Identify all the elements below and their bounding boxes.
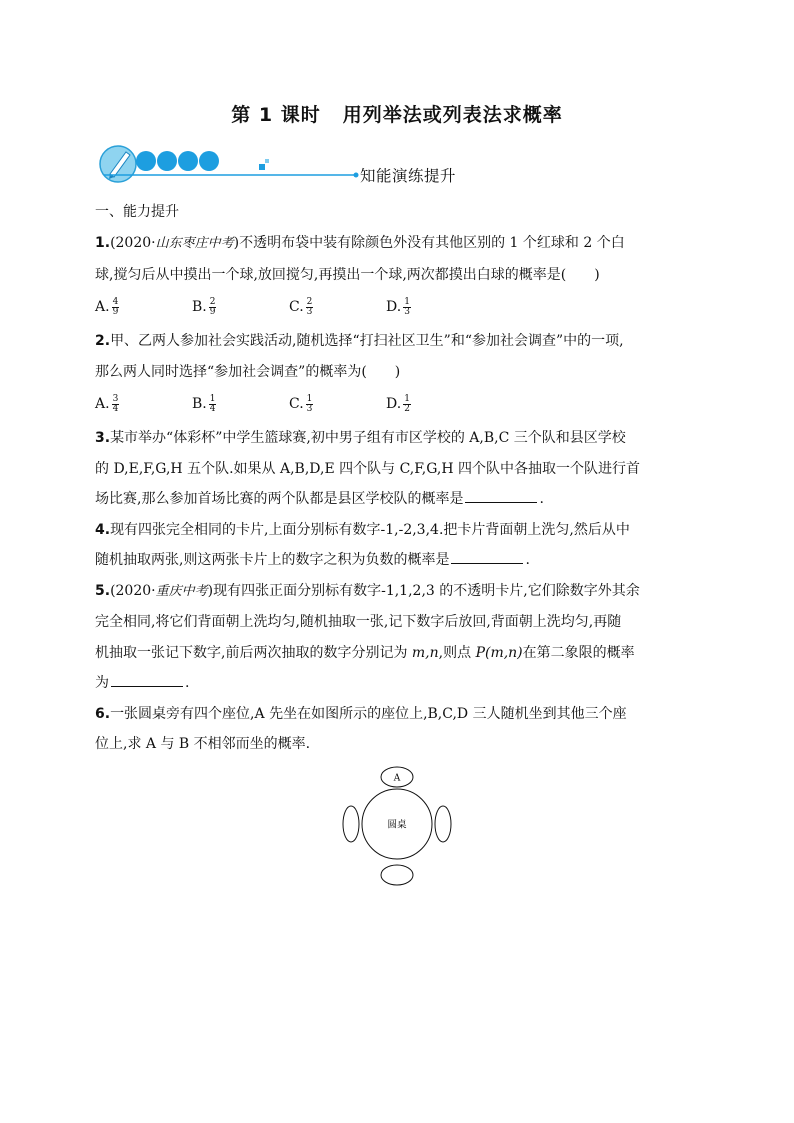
- point-p: P(m,n): [475, 644, 523, 661]
- section-heading: 一、能力提升: [95, 204, 179, 220]
- question-6: 6.一张圆桌旁有四个座位,A 先坐在如图所示的座位上,B,C,D 三人随机坐到其他三个座 位上,求 A 与 B 不相邻而坐的概率.: [95, 705, 627, 752]
- table-label: 圆桌: [387, 819, 407, 831]
- answer-blank[interactable]: [111, 672, 183, 687]
- variables-mn: m,n: [411, 644, 439, 661]
- option-d: D. $\frac{1}{3}$: [386, 296, 410, 317]
- question-number: 2.: [95, 333, 111, 349]
- dot-decoration-1: [136, 151, 156, 171]
- question-number: 4.: [95, 521, 111, 538]
- fraction: $\frac{1}{3}$: [404, 296, 410, 317]
- question-5: 5.(2020·重庆中考)现有四张正面分别标有数字-1,1,2,3 的不透明卡片,它们除数字外其余 完全相同,将它们背面朝上洗均匀,随机抽取一张,记下数字后放回,背面朝上洗均匀,再随 机抽取一张记下数字,前后两次抽取的数字分别记为 m,n,则点 P(m,n)在第二象限的概率 为 .: [95, 582, 640, 691]
- fraction: $\frac{1}{4}$: [209, 393, 216, 414]
- option-a: A. $\frac{3}{4}$: [95, 393, 119, 414]
- dot-decoration-2: [157, 151, 177, 171]
- answer-blank[interactable]: [451, 549, 523, 564]
- option-d: D. $\frac{1}{2}$: [386, 393, 410, 414]
- option-b: B. $\frac{2}{9}$: [192, 296, 216, 317]
- question-number: 3.: [95, 430, 111, 446]
- page-title: [0, 100, 794, 127]
- lesson-number: 第 1 课时: [231, 104, 321, 126]
- question-3: 3.某市举办“体彩杯”中学生篮球赛,初中男子组有市区学校的 A,B,C 三个队和县区学校 的 D,E,F,G,H 五个队.如果从 A,B,D,E 四个队与 C,F,G,H 四个队中各抽取一个队进行首 场比赛,那么参加首场比赛的两个队都是县区学校队的概率是 .: [95, 430, 641, 507]
- answer-options: [95, 290, 705, 324]
- round-table-figure: [340, 766, 454, 890]
- lesson-topic: 用列举法或列表法求概率: [342, 104, 563, 126]
- question-1: 1.(2020·山东枣庄中考)不透明布袋中装有除颜色外没有其他区别的 1 个红球和 2 个白 球,搅匀后从中摸出一个球,放回搅匀,再摸出一个球,两次都摸出白球的概率是( ) A. $\frac{4}{9}$ B. $\frac{2}{9}$ C. $\frac{2}{3}$ D. $\frac{1}{3}$: [95, 228, 705, 324]
- question-number: 1.: [95, 235, 111, 251]
- seat-left: [343, 806, 359, 842]
- option-a: A. $\frac{4}{9}$: [95, 296, 119, 317]
- fraction: $\frac{2}{3}$: [306, 296, 313, 317]
- question-4: 4.现有四张完全相同的卡片,上面分别标有数字-1,-2,3,4.把卡片背面朝上洗匀,然后从中 随机抽取两张,则这两张卡片上的数字之积为负数的概率是 .: [95, 521, 630, 568]
- option-c: C. $\frac{1}{3}$: [289, 393, 313, 414]
- option-c: C. $\frac{2}{3}$: [289, 296, 313, 317]
- question-number: 5.: [95, 582, 111, 599]
- fraction: $\frac{1}{3}$: [306, 393, 313, 414]
- dot-decoration-3: [178, 151, 198, 171]
- seat-a-label: A: [393, 773, 401, 784]
- answer-options: [95, 387, 705, 421]
- dot-decoration-4: [199, 151, 219, 171]
- question-source: 山东枣庄中考: [155, 236, 234, 251]
- question-number: 6.: [95, 705, 111, 722]
- question-list: [95, 200, 705, 760]
- answer-blank[interactable]: [465, 488, 537, 503]
- question-2: 2.甲、乙两人参加社会实践活动,随机选择“打扫社区卫生”和“参加社会调查”中的一项, 那么两人同时选择“参加社会调查”的概率为( ) A. $\frac{3}{4}$ B. $\frac{1}{4}$ C. $\frac{1}{3}$ D. $\frac{1}{2}$: [95, 326, 705, 421]
- fraction: $\frac{4}{9}$: [112, 296, 119, 317]
- seat-bottom: [381, 865, 413, 885]
- option-b: B. $\frac{1}{4}$: [192, 393, 216, 414]
- fraction: $\frac{1}{2}$: [404, 393, 410, 414]
- fraction: $\frac{2}{9}$: [209, 296, 216, 317]
- fraction: $\frac{3}{4}$: [112, 393, 119, 414]
- question-source: 重庆中考: [155, 583, 208, 599]
- seat-right: [435, 806, 451, 842]
- banner-title: 知能演练提升: [360, 167, 457, 185]
